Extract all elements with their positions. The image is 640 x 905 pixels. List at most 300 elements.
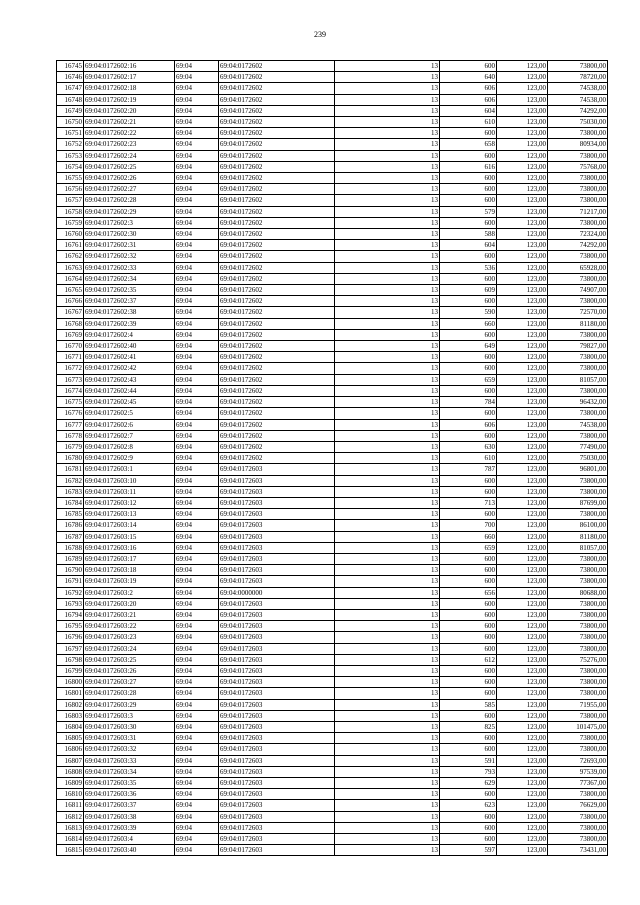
district-code-cell: 69:04 <box>175 497 219 508</box>
cadastral-number-cell: 69:04:0172602:4 <box>84 329 175 340</box>
district-code-cell: 69:04 <box>175 229 219 240</box>
specific-value-cell: 123,00 <box>497 139 548 150</box>
row-number-cell: 16757 <box>57 195 84 206</box>
row-number-cell: 16799 <box>57 665 84 676</box>
cadastral-block-cell: 69:04:0172603 <box>219 520 335 531</box>
row-number-cell: 16803 <box>57 710 84 721</box>
table-row <box>57 72 608 83</box>
area-cell: 660 <box>440 531 497 542</box>
cadastral-block-cell: 69:04:0172602 <box>219 161 335 172</box>
cadastral-value-cell: 73800,00 <box>548 565 608 576</box>
cadastral-block-cell: 69:04:0172603 <box>219 789 335 800</box>
district-code-cell: 69:04 <box>175 385 219 396</box>
district-code-cell: 69:04 <box>175 374 219 385</box>
cadastral-block-cell: 69:04:0172602 <box>219 94 335 105</box>
page-number: 239 <box>314 30 326 39</box>
area-cell: 630 <box>440 441 497 452</box>
row-number-cell: 16778 <box>57 430 84 441</box>
table-row <box>57 778 608 789</box>
cadastral-value-cell: 72693,00 <box>548 755 608 766</box>
district-code-cell: 69:04 <box>175 486 219 497</box>
specific-value-cell: 123,00 <box>497 430 548 441</box>
row-number-cell: 16785 <box>57 509 84 520</box>
cadastral-number-cell: 69:04:0172602:27 <box>84 184 175 195</box>
cadastral-value-cell: 73800,00 <box>548 710 608 721</box>
district-code-cell: 69:04 <box>175 94 219 105</box>
cadastral-number-cell: 69:04:0172603:37 <box>84 800 175 811</box>
cadastral-number-cell: 69:04:0172603:40 <box>84 845 175 856</box>
table-row <box>57 385 608 396</box>
cadastral-value-cell: 73800,00 <box>548 195 608 206</box>
table-row <box>57 184 608 195</box>
cadastral-block-cell: 69:04:0172603 <box>219 766 335 777</box>
cadastral-block-cell: 69:04:0172602 <box>219 307 335 318</box>
valuation-group-cell: 13 <box>335 609 440 620</box>
row-number-cell: 16773 <box>57 374 84 385</box>
row-number-cell: 16750 <box>57 117 84 128</box>
valuation-group-cell: 13 <box>335 318 440 329</box>
cadastral-value-cell: 71217,00 <box>548 206 608 217</box>
cadastral-number-cell: 69:04:0172602:21 <box>84 117 175 128</box>
cadastral-number-cell: 69:04:0172602:16 <box>84 61 175 72</box>
district-code-cell: 69:04 <box>175 296 219 307</box>
valuation-group-cell: 13 <box>335 509 440 520</box>
district-code-cell: 69:04 <box>175 509 219 520</box>
area-cell: 784 <box>440 397 497 408</box>
cadastral-value-cell: 73800,00 <box>548 744 608 755</box>
district-code-cell: 69:04 <box>175 766 219 777</box>
cadastral-number-cell: 69:04:0172602:18 <box>84 83 175 94</box>
row-number-cell: 16774 <box>57 385 84 396</box>
specific-value-cell: 123,00 <box>497 441 548 452</box>
cadastral-number-cell: 69:04:0172603:24 <box>84 643 175 654</box>
district-code-cell: 69:04 <box>175 285 219 296</box>
table-row <box>57 83 608 94</box>
district-code-cell: 69:04 <box>175 531 219 542</box>
row-number-cell: 16756 <box>57 184 84 195</box>
cadastral-value-cell: 101475,00 <box>548 721 608 732</box>
row-number-cell: 16768 <box>57 318 84 329</box>
district-code-cell: 69:04 <box>175 576 219 587</box>
district-code-cell: 69:04 <box>175 61 219 72</box>
row-number-cell: 16805 <box>57 733 84 744</box>
district-code-cell: 69:04 <box>175 845 219 856</box>
cadastral-value-cell: 96432,00 <box>548 397 608 408</box>
district-code-cell: 69:04 <box>175 699 219 710</box>
valuation-group-cell: 13 <box>335 453 440 464</box>
table-row <box>57 195 608 206</box>
valuation-group-cell: 13 <box>335 553 440 564</box>
specific-value-cell: 123,00 <box>497 845 548 856</box>
cadastral-number-cell: 69:04:0172602:17 <box>84 72 175 83</box>
cadastral-number-cell: 69:04:0172603:20 <box>84 598 175 609</box>
specific-value-cell: 123,00 <box>497 61 548 72</box>
table-row <box>57 240 608 251</box>
cadastral-block-cell: 69:04:0172603 <box>219 509 335 520</box>
area-cell: 600 <box>440 475 497 486</box>
specific-value-cell: 123,00 <box>497 688 548 699</box>
specific-value-cell: 123,00 <box>497 699 548 710</box>
cadastral-block-cell: 69:04:0172602 <box>219 296 335 307</box>
cadastral-number-cell: 69:04:0172602:24 <box>84 150 175 161</box>
cadastral-block-cell: 69:04:0172603 <box>219 576 335 587</box>
district-code-cell: 69:04 <box>175 744 219 755</box>
cadastral-block-cell: 69:04:0172603 <box>219 486 335 497</box>
valuation-group-cell: 13 <box>335 800 440 811</box>
district-code-cell: 69:04 <box>175 677 219 688</box>
valuation-group-cell: 13 <box>335 486 440 497</box>
district-code-cell: 69:04 <box>175 441 219 452</box>
table-row <box>57 251 608 262</box>
row-number-cell: 16801 <box>57 688 84 699</box>
area-cell: 700 <box>440 520 497 531</box>
cadastral-block-cell: 69:04:0172603 <box>219 598 335 609</box>
cadastral-block-cell: 69:04:0172602 <box>219 441 335 452</box>
district-code-cell: 69:04 <box>175 341 219 352</box>
table-row <box>57 733 608 744</box>
cadastral-block-cell: 69:04:0172603 <box>219 677 335 688</box>
specific-value-cell: 123,00 <box>497 733 548 744</box>
cadastral-value-cell: 73800,00 <box>548 184 608 195</box>
cadastral-block-cell: 69:04:0172603 <box>219 778 335 789</box>
district-code-cell: 69:04 <box>175 688 219 699</box>
cadastral-number-cell: 69:04:0172603:14 <box>84 520 175 531</box>
valuation-group-cell: 13 <box>335 778 440 789</box>
area-cell: 588 <box>440 229 497 240</box>
cadastral-block-cell: 69:04:0172603 <box>219 800 335 811</box>
cadastral-block-cell: 69:04:0172602 <box>219 363 335 374</box>
district-code-cell: 69:04 <box>175 643 219 654</box>
row-number-cell: 16787 <box>57 531 84 542</box>
specific-value-cell: 123,00 <box>497 195 548 206</box>
cadastral-block-cell: 69:04:0172602 <box>219 72 335 83</box>
cadastral-value-cell: 73800,00 <box>548 576 608 587</box>
area-cell: 600 <box>440 609 497 620</box>
cadastral-block-cell: 69:04:0172602 <box>219 217 335 228</box>
specific-value-cell: 123,00 <box>497 565 548 576</box>
row-number-cell: 16779 <box>57 441 84 452</box>
valuation-group-cell: 13 <box>335 464 440 475</box>
cadastral-number-cell: 69:04:0172602:3 <box>84 217 175 228</box>
table-row <box>57 453 608 464</box>
table-row <box>57 542 608 553</box>
table-row <box>57 688 608 699</box>
valuation-group-cell: 13 <box>335 430 440 441</box>
district-code-cell: 69:04 <box>175 453 219 464</box>
specific-value-cell: 123,00 <box>497 520 548 531</box>
cadastral-value-cell: 73800,00 <box>548 665 608 676</box>
specific-value-cell: 123,00 <box>497 721 548 732</box>
table-row <box>57 845 608 856</box>
cadastral-block-cell: 69:04:0172602 <box>219 374 335 385</box>
area-cell: 793 <box>440 766 497 777</box>
valuation-group-cell: 13 <box>335 307 440 318</box>
cadastral-block-cell: 69:04:0172602 <box>219 285 335 296</box>
row-number-cell: 16762 <box>57 251 84 262</box>
cadastral-block-cell: 69:04:0172603 <box>219 475 335 486</box>
table-row <box>57 621 608 632</box>
district-code-cell: 69:04 <box>175 72 219 83</box>
area-cell: 600 <box>440 811 497 822</box>
district-code-cell: 69:04 <box>175 128 219 139</box>
cadastral-block-cell: 69:04:0172602 <box>219 251 335 262</box>
area-cell: 536 <box>440 262 497 273</box>
cadastral-number-cell: 69:04:0172603:10 <box>84 475 175 486</box>
cadastral-value-cell: 73800,00 <box>548 251 608 262</box>
valuation-group-cell: 13 <box>335 296 440 307</box>
cadastral-block-cell: 69:04:0172603 <box>219 744 335 755</box>
table-row <box>57 150 608 161</box>
valuation-group-cell: 13 <box>335 789 440 800</box>
table-row <box>57 699 608 710</box>
valuation-group-cell: 13 <box>335 83 440 94</box>
cadastral-value-cell: 78720,00 <box>548 72 608 83</box>
cadastral-value-cell: 79827,00 <box>548 341 608 352</box>
valuation-group-cell: 13 <box>335 654 440 665</box>
valuation-group-cell: 13 <box>335 329 440 340</box>
cadastral-block-cell: 69:04:0172602 <box>219 419 335 430</box>
area-cell: 660 <box>440 318 497 329</box>
cadastral-block-cell: 69:04:0172603 <box>219 643 335 654</box>
table-row <box>57 665 608 676</box>
specific-value-cell: 123,00 <box>497 621 548 632</box>
cadastral-block-cell: 69:04:0172603 <box>219 755 335 766</box>
valuation-group-cell: 13 <box>335 531 440 542</box>
cadastral-number-cell: 69:04:0172602:33 <box>84 262 175 273</box>
specific-value-cell: 123,00 <box>497 385 548 396</box>
cadastral-value-cell: 75276,00 <box>548 654 608 665</box>
specific-value-cell: 123,00 <box>497 150 548 161</box>
cadastral-value-cell: 72570,00 <box>548 307 608 318</box>
cadastral-number-cell: 69:04:0172603:12 <box>84 497 175 508</box>
area-cell: 659 <box>440 542 497 553</box>
table-row <box>57 307 608 318</box>
cadastral-value-cell: 73800,00 <box>548 61 608 72</box>
cadastral-block-cell: 69:04:0172602 <box>219 352 335 363</box>
specific-value-cell: 123,00 <box>497 800 548 811</box>
area-cell: 600 <box>440 509 497 520</box>
row-number-cell: 16815 <box>57 845 84 856</box>
valuation-group-cell: 13 <box>335 240 440 251</box>
district-code-cell: 69:04 <box>175 262 219 273</box>
area-cell: 600 <box>440 363 497 374</box>
specific-value-cell: 123,00 <box>497 94 548 105</box>
cadastral-block-cell: 69:04:0172603 <box>219 609 335 620</box>
cadastral-number-cell: 69:04:0172602:22 <box>84 128 175 139</box>
table-row <box>57 609 608 620</box>
row-number-cell: 16763 <box>57 262 84 273</box>
cadastral-value-cell: 73800,00 <box>548 128 608 139</box>
cadastral-number-cell: 69:04:0172602:38 <box>84 307 175 318</box>
row-number-cell: 16746 <box>57 72 84 83</box>
cadastral-number-cell: 69:04:0172603:22 <box>84 621 175 632</box>
area-cell: 600 <box>440 184 497 195</box>
cadastral-value-cell: 73800,00 <box>548 598 608 609</box>
cadastral-number-cell: 69:04:0172603:32 <box>84 744 175 755</box>
row-number-cell: 16802 <box>57 699 84 710</box>
specific-value-cell: 123,00 <box>497 206 548 217</box>
table-row <box>57 173 608 184</box>
row-number-cell: 16770 <box>57 341 84 352</box>
cadastral-value-cell: 73800,00 <box>548 553 608 564</box>
specific-value-cell: 123,00 <box>497 464 548 475</box>
table-row <box>57 329 608 340</box>
table-row <box>57 677 608 688</box>
district-code-cell: 69:04 <box>175 598 219 609</box>
specific-value-cell: 123,00 <box>497 296 548 307</box>
cadastral-block-cell: 69:04:0172602 <box>219 329 335 340</box>
row-number-cell: 16761 <box>57 240 84 251</box>
table-row <box>57 475 608 486</box>
cadastral-block-cell: 69:04:0172603 <box>219 733 335 744</box>
specific-value-cell: 123,00 <box>497 744 548 755</box>
cadastral-number-cell: 69:04:0172602:41 <box>84 352 175 363</box>
cadastral-number-cell: 69:04:0172602:45 <box>84 397 175 408</box>
cadastral-block-cell: 69:04:0172603 <box>219 710 335 721</box>
specific-value-cell: 123,00 <box>497 251 548 262</box>
cadastral-value-cell: 81180,00 <box>548 531 608 542</box>
cadastral-number-cell: 69:04:0172603:23 <box>84 632 175 643</box>
specific-value-cell: 123,00 <box>497 363 548 374</box>
row-number-cell: 16813 <box>57 822 84 833</box>
cadastral-value-cell: 73800,00 <box>548 632 608 643</box>
cadastral-number-cell: 69:04:0172603:26 <box>84 665 175 676</box>
district-code-cell: 69:04 <box>175 755 219 766</box>
cadastral-value-cell: 73800,00 <box>548 643 608 654</box>
row-number-cell: 16758 <box>57 206 84 217</box>
cadastral-block-cell: 69:04:0172603 <box>219 699 335 710</box>
cadastral-number-cell: 69:04:0172603:2 <box>84 587 175 598</box>
cadastral-number-cell: 69:04:0172603:28 <box>84 688 175 699</box>
cadastral-value-cell: 86100,00 <box>548 520 608 531</box>
row-number-cell: 16784 <box>57 497 84 508</box>
district-code-cell: 69:04 <box>175 105 219 116</box>
valuation-group-cell: 13 <box>335 105 440 116</box>
cadastral-value-cell: 74538,00 <box>548 83 608 94</box>
row-number-cell: 16769 <box>57 329 84 340</box>
area-cell: 597 <box>440 845 497 856</box>
district-code-cell: 69:04 <box>175 318 219 329</box>
area-cell: 658 <box>440 139 497 150</box>
valuation-group-cell: 13 <box>335 61 440 72</box>
district-code-cell: 69:04 <box>175 464 219 475</box>
area-cell: 616 <box>440 161 497 172</box>
valuation-group-cell: 13 <box>335 385 440 396</box>
district-code-cell: 69:04 <box>175 184 219 195</box>
table-row <box>57 61 608 72</box>
cadastral-value-cell: 73800,00 <box>548 273 608 284</box>
cadastral-value-cell: 73800,00 <box>548 811 608 822</box>
specific-value-cell: 123,00 <box>497 509 548 520</box>
cadastral-block-cell: 69:04:0172603 <box>219 654 335 665</box>
cadastral-value-cell: 77367,00 <box>548 778 608 789</box>
row-number-cell: 16753 <box>57 150 84 161</box>
table-row <box>57 486 608 497</box>
district-code-cell: 69:04 <box>175 542 219 553</box>
specific-value-cell: 123,00 <box>497 542 548 553</box>
table-row <box>57 755 608 766</box>
specific-value-cell: 123,00 <box>497 778 548 789</box>
row-number-cell: 16777 <box>57 419 84 430</box>
cadastral-value-cell: 73800,00 <box>548 385 608 396</box>
cadastral-block-cell: 69:04:0172602 <box>219 408 335 419</box>
district-code-cell: 69:04 <box>175 139 219 150</box>
cadastral-value-cell: 74538,00 <box>548 94 608 105</box>
specific-value-cell: 123,00 <box>497 161 548 172</box>
row-number-cell: 16804 <box>57 721 84 732</box>
specific-value-cell: 123,00 <box>497 822 548 833</box>
cadastral-number-cell: 69:04:0172602:30 <box>84 229 175 240</box>
row-number-cell: 16759 <box>57 217 84 228</box>
cadastral-number-cell: 69:04:0172602:7 <box>84 430 175 441</box>
cadastral-number-cell: 69:04:0172602:34 <box>84 273 175 284</box>
cadastral-number-cell: 69:04:0172603:17 <box>84 553 175 564</box>
cadastral-value-cell: 73431,00 <box>548 845 608 856</box>
cadastral-block-cell: 69:04:0172603 <box>219 553 335 564</box>
specific-value-cell: 123,00 <box>497 755 548 766</box>
cadastral-block-cell: 69:04:0172603 <box>219 464 335 475</box>
specific-value-cell: 123,00 <box>497 217 548 228</box>
table-row <box>57 531 608 542</box>
cadastral-number-cell: 69:04:0172603:1 <box>84 464 175 475</box>
area-cell: 604 <box>440 105 497 116</box>
valuation-group-cell: 13 <box>335 251 440 262</box>
cadastral-number-cell: 69:04:0172602:8 <box>84 441 175 452</box>
table-row <box>57 397 608 408</box>
table-row <box>57 710 608 721</box>
valuation-group-cell: 13 <box>335 587 440 598</box>
valuation-group-cell: 13 <box>335 206 440 217</box>
cadastral-block-cell: 69:04:0172602 <box>219 184 335 195</box>
specific-value-cell: 123,00 <box>497 834 548 845</box>
area-cell: 612 <box>440 654 497 665</box>
valuation-group-cell: 13 <box>335 576 440 587</box>
area-cell: 600 <box>440 173 497 184</box>
table-row <box>57 94 608 105</box>
cadastral-value-cell: 75768,00 <box>548 161 608 172</box>
valuation-group-cell: 13 <box>335 128 440 139</box>
cadastral-number-cell: 69:04:0172603:38 <box>84 811 175 822</box>
cadastral-value-cell: 73800,00 <box>548 789 608 800</box>
table-row <box>57 430 608 441</box>
area-cell: 610 <box>440 117 497 128</box>
cadastral-value-cell: 77490,00 <box>548 441 608 452</box>
area-cell: 600 <box>440 385 497 396</box>
table-row <box>57 520 608 531</box>
row-number-cell: 16782 <box>57 475 84 486</box>
district-code-cell: 69:04 <box>175 307 219 318</box>
row-number-cell: 16760 <box>57 229 84 240</box>
area-cell: 600 <box>440 217 497 228</box>
cadastral-block-cell: 69:04:0172602 <box>219 430 335 441</box>
cadastral-block-cell: 69:04:0172603 <box>219 621 335 632</box>
area-cell: 609 <box>440 285 497 296</box>
row-number-cell: 16767 <box>57 307 84 318</box>
row-number-cell: 16748 <box>57 94 84 105</box>
table-row <box>57 318 608 329</box>
table-row <box>57 273 608 284</box>
cadastral-block-cell: 69:04:0172602 <box>219 262 335 273</box>
cadastral-number-cell: 69:04:0172602:32 <box>84 251 175 262</box>
valuation-group-cell: 13 <box>335 721 440 732</box>
cadastral-number-cell: 69:04:0172602:28 <box>84 195 175 206</box>
valuation-group-cell: 13 <box>335 374 440 385</box>
cadastral-block-cell: 69:04:0172602 <box>219 117 335 128</box>
cadastral-value-cell: 81057,00 <box>548 374 608 385</box>
district-code-cell: 69:04 <box>175 475 219 486</box>
area-cell: 623 <box>440 800 497 811</box>
district-code-cell: 69:04 <box>175 251 219 262</box>
